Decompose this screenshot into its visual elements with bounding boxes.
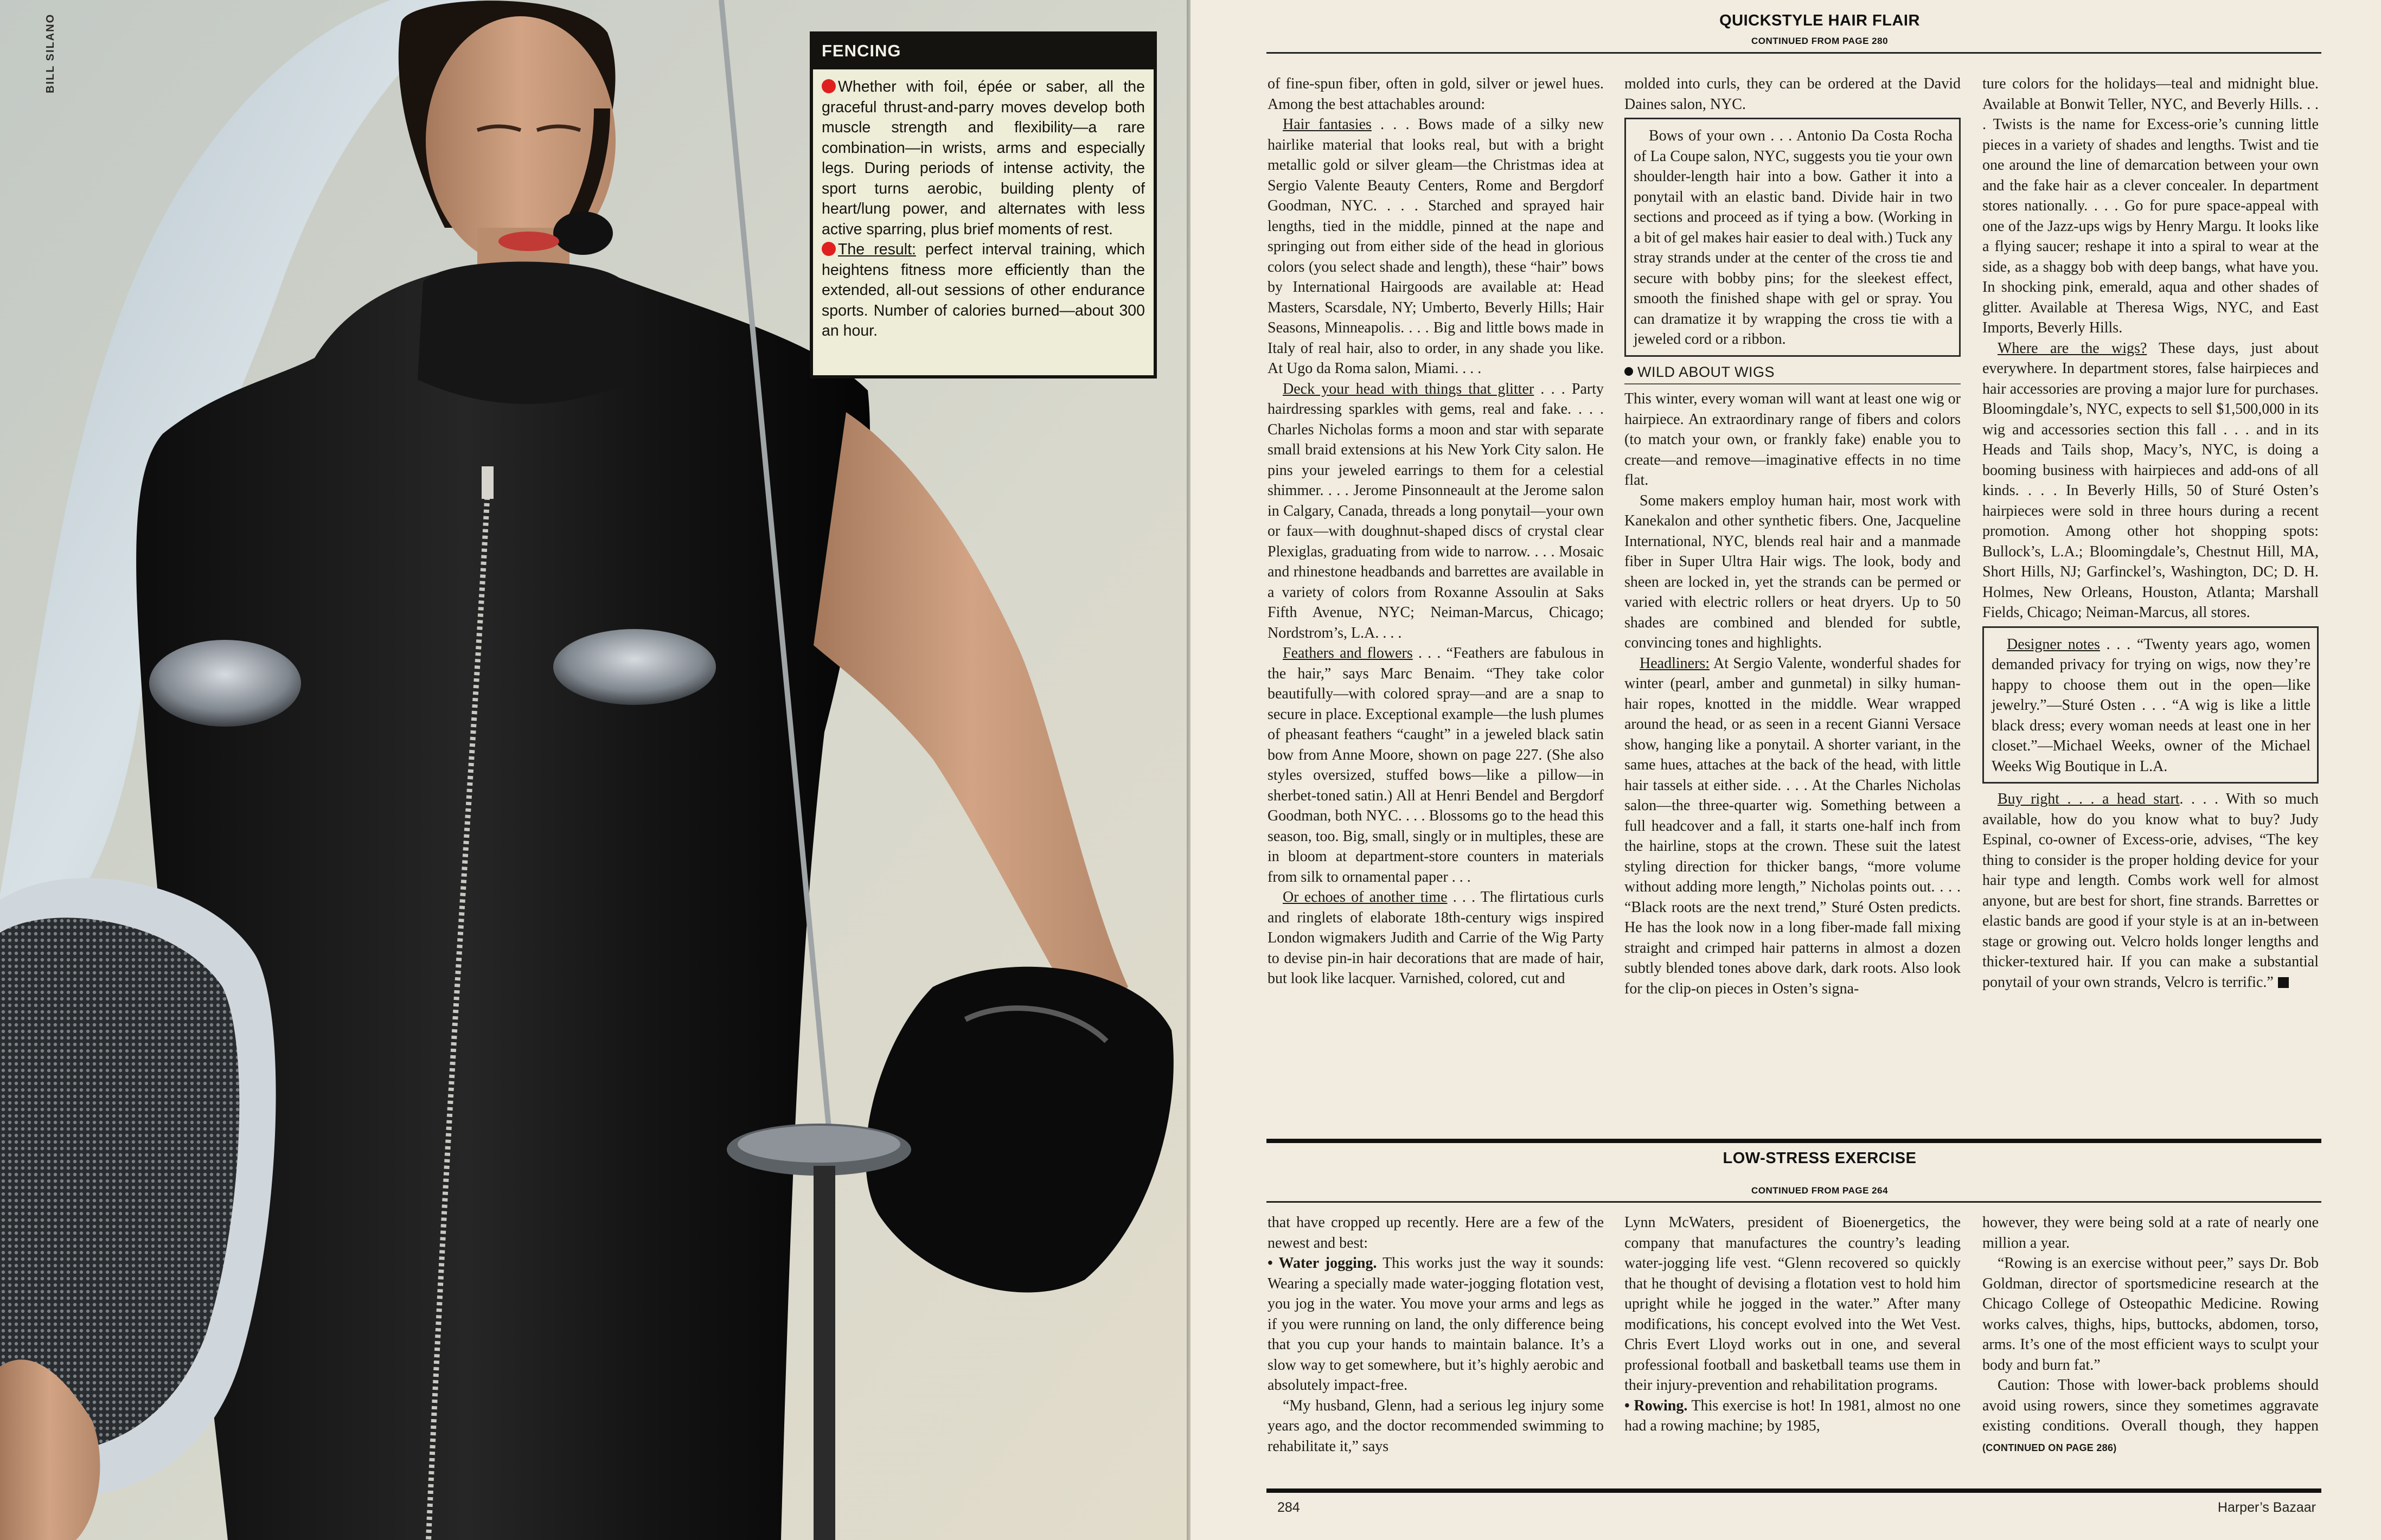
hair-c3-text-2: . . . . With so much available, how do you know what to buy? Judy Espinal, co-owner of Excess-orie, advises, “The key thing to consider is the proper holding device for your hair type and length. Combs work well for almost anyone, but are best for short, fine strands. Barrettes or elastic bands are good if your style is at an in-between stage or growing out. Velcro holds longer lengths and thicker-textured hair. If you can make a substantial ponytail of your own strands, Velcro is terrific.” [1982,791,2319,991]
designer-notes-box [1982,626,2319,784]
fencing-body [813,69,1154,349]
hair-c2-text-3: At Sergio Valente, wonderful shades for winter (pearl, amber and gunmetal) in silky human-hair ropes, knotted in the middle. Wear wrapped around the head, or as seen in a recent Gianni Versace show, hanging like a ponytail. A shorter variant, in the same hues, attaches at the back of the head, with little hair tassels at either side. . . . At the Charles Nicholas salon—the three-quarter wig. Something between a full headcover and a fall, it starts one-half inch from the hairline, stops at the crown. These suit the latest styling direction for thicker bangs, “more volume without adding more length,” Nicholas points out. . . . “Black roots are the next trend,” Sturé Osten predicts. He has the look now in a long fiber-made fall mixing straight and crimped hair patterns in almost a dozen subtly blended tones above dark, dark roots. Also look for the clip-on pieces in Osten’s signa- [1624,655,1961,997]
hair-column-1 [1268,74,1604,989]
fencing-title: FENCING [813,35,1154,69]
hair-c1-text-1: . . . Bows made of a silky new hairlike material that looks real, but with a bright metallic gold or silver gleam—the Christmas idea at Sergio Valente Beauty Centers, Rome and Bergdorf Goodman, NYC. . . . Starched and sprayed hair lengths, tied in the middle, pinned at the nape and springing out from either side of the head in glorious colors (you select shade and length), these “hair” bows by International Hairgoods are available at: Head Masters, Scarsdale, NY; Umberto, Beverly Hills; Hair Seasons, Minneapolis. . . . Big and little bows made in Italy of real hair, also to order, in any shade you like. At Ugo da Roma salon, Miami. . . . [1268,116,1604,377]
bows-inset-box [1624,118,1961,357]
exercise-column-2 [1624,1212,1961,1436]
bows-inset-text: Bows of your own . . . Antonio Da Costa Rocha of La Coupe salon, NYC, suggests you tie your own shoulder-length hair into a bow. Gather it into a ponytail with an elastic band. Divide hair in two sections and proceed as if tying a bow. (Working in a bit of gel makes hair easier to deal with.) Tuck any stray strands under at the center of the cross tie and secure with bobby pins; for the sleekest effect, smooth the finished shape with gel or spray. You can dramatize it by wrapping the cross tie with a jeweled cord or a ribbon. [1634,127,1953,348]
exercise-sub-rule [1266,1201,2321,1203]
hair-top-rule [1266,52,2321,54]
hair-c1-para-2 [1268,379,1604,644]
feathers-lead: Feathers and flowers [1283,645,1413,662]
exercise-c3-para-2 [1982,1375,2319,1458]
exercise-c3-para-1: “Rowing is an exercise without peer,” says Dr. Bob Goldman, director of sportsmedicine research at the Chicago College of Osteopathic Medicine. Rowing works calves, thighs, hips, buttocks, abdomen, torso, arms. It’s one of the most efficient ways to sculpt your body and burn fat.” [1982,1255,2319,1374]
hair-c1-intro: of fine-spun fiber, often in gold, silver or jewel hues. Among the best attachables around: [1268,75,1604,113]
glitter-lead: Deck your head with things that glitter [1283,380,1534,397]
fencing-para-1 [822,77,1145,240]
wigs-subhead [1624,362,1961,385]
fencing-para-2 [822,240,1145,342]
exercise-c2-intro: Lynn McWaters, president of Bioenergetics, the company that manufactures the country’s leading water-jogging life vest. “Glenn recovered so quickly that he thought of devising a flotation vest to hold him upright while he jogged in the water.” After many modifications, his concept evolved into the Wet Vest. Chris Evert Lloyd works out in one, and several professional football and basketball teams use them in their injury-prevention and rehabilitation programs. [1624,1214,1961,1394]
fencing-result-lead: The result: [838,241,916,258]
fencing-sidebar [810,31,1157,378]
hair-c1-text-2: . . . Party hairdressing sparkles with gems, real and fake. . . . Charles Nicholas forms a moon and star with separate small braid extensions at his New York City salon. He pins your jeweled earrings to them for a celestial shimmer. . . . Jerome Pinsonneault at the Jerome salon in Calgary, Canada, threads a long ponytail—your own or faux—with doughnut-shaped discs of crystal clear Plexiglas, graduating from wide to narrow. . . . Mosaic and rhinestone headbands and barrettes are available in a variety of colors from Roxanne Assoulin at Saks Fifth Avenue, NYC; Neiman-Marcus, Chicago; Nordstrom’s, L.A. . . . [1268,380,1604,641]
echoes-lead: Or echoes of another time [1283,889,1448,906]
hair-c1-para-4 [1268,887,1604,989]
headliners-lead: Headliners: [1640,655,1710,672]
page-number: 284 [1277,1500,1300,1515]
wigs-subhead-text: WILD ABOUT WIGS [1637,363,1775,380]
exercise-column-3 [1982,1212,2319,1458]
hair-column-2 [1624,74,1961,999]
hair-section-title: QUICKSTYLE HAIR FLAIR [1719,12,1920,29]
exercise-c3-text-2: Caution: Those with lower-back problems should avoid using rowers, since they sometimes aggravate existing conditions. Overall though, they happen [1982,1377,2319,1434]
rowing-lead: • Rowing. [1624,1397,1688,1414]
exercise-c2-text-1: This exercise is hot! In 1981, almost no one had a rowing machine; by 1985, [1624,1397,1961,1434]
hair-c1-para-1 [1268,114,1604,379]
exercise-continued-from: CONTINUED FROM PAGE 264 [1751,1185,1889,1196]
fencing-text-2: perfect interval training, which heightens fitness more efficiently than the extended, all-out sessions of other endurance sports. Number of calories burned—about 300 an hour. [822,241,1145,339]
exercise-c2-para-1 [1624,1396,1961,1436]
photo-credit: BILL SILANO [44,13,56,93]
fencing-text-1: Whether with foil, épée or saber, all the graceful thrust-and-parry moves develop both muscle strength and flexibility—a rare combination—in wrists, arms and especially legs. During periods of intense activity, the sport turns aerobic, building plenty of heart/lung power, and alternates with less active sparring, plus brief moments of rest. [822,78,1145,238]
end-mark-icon [2278,977,2289,988]
exercise-column-1 [1268,1212,1604,1456]
water-jogging-lead: • Water jogging. [1268,1255,1377,1272]
exercise-c1-text-1: This works just the way it sounds: Wearing a specially made water-jogging flotation vest, you jog in the water. You move your arms and legs as if you were running on land, the only difference being that you cup your hands to maintain balance. It’s a slow way to get somewhere, but it’s highly aerobic and absolutely impact-free. [1268,1255,1604,1394]
exercise-c1-intro: that have cropped up recently. Here are a few of the newest and best: [1268,1214,1604,1252]
designer-notes-text [1992,634,2310,777]
hair-c2-para-1: This winter, every woman will want at least one wig or hairpiece. An extraordinary range of fibers and colors (to match your own, or frankly fake) enable you to create—and remove—imaginative effects in no time flat. [1624,390,1961,489]
hair-continued-from: CONTINUED FROM PAGE 280 [1751,36,1889,46]
red-bullet-icon [822,79,836,93]
hair-c2-para-2: Some makers employ human hair, most work with Kanekalon and other synthetic fibers. One, Jacqueline International, NYC, blends real hair and a manmade fiber in Super Ultra Hair wigs. The look, body and sheen are locked in, yet the strands can be permed or varied with electric rollers or heat dryers. Up to 50 shades are combined and blended for subtle, convincing tones and highlights. [1624,492,1961,651]
hair-c2-para-3 [1624,653,1961,999]
bullet-icon [1624,367,1633,376]
where-wigs-lead: Where are the wigs? [1998,339,2147,357]
hair-c1-para-3 [1268,643,1604,887]
hair-c1-text-4: . . . The flirtatious curls and ringlets of elaborate 18th-century wigs inspired London wigmakers Judith and Carrie of the Wig Party to devise pin-in hair decorations that are made of hair, but look like lacquer. Varnished, colored, cut and [1268,889,1604,987]
footer-rule [1266,1488,2321,1493]
continued-on-note: (CONTINUED ON PAGE 286) [1982,1442,2117,1453]
magazine-name: Harper’s Bazaar [2217,1500,2316,1515]
hair-c3-intro: ture colors for the holidays—teal and midnight blue. Available at Bonwit Teller, NYC, and Beverly Hills. . . . Twists is the name for Excess-orie’s cunning little pieces in a variety of shades and lengths. Twist and tie one around the line of demarcation between your own and the fake hair as a clever concealer. In department stores nationally. . . . Go for pure space-appeal with one of the Jazz-ups wigs by Henry Margu. It looks like a flying saucer; reshape it into a spiral to wear at the side, as a shaggy bob with deep bangs, what have you. In shocking pink, emerald, aqua and other shades of glitter. Available at Theresa Wigs, NYC, and East Imports, Beverly Hills. [1982,75,2319,336]
hair-c3-text-1: These days, just about everywhere. In department stores, false hairpieces and hair accessories are proving a major lure for purchases. Bloomingdale’s, NYC, expects to sell $1,500,000 in its wig and accessories section this fall . . . and in its Heads and Tails shop, Macy’s, NYC, is doing a booming business with hairpieces and add-ons of all kinds. . . . In Beverly Hills, 50 of Sturé Osten’s hairpieces were sold in three hours during a recent promotion. Among other hot shopping spots: Bullock’s, L.A.; Bloomingdale’s, Chestnut Hill, MA, Short Hills, NJ; Garfinckel’s, Washington, DC; D. H. Holmes, New Orleans, Houston, Atlanta; Marshall Fields, Chicago; Neiman-Marcus, all stores. [1982,339,2319,621]
hair-column-3 [1982,74,2319,992]
buy-right-lead: Buy right . . . a head start [1998,791,2180,807]
hair-c3-para-1 [1982,338,2319,623]
left-page-photo [0,0,1190,1540]
exercise-c3-intro: however, they were being sold at a rate of nearly one million a year. [1982,1214,2319,1252]
hair-fantasies-lead: Hair fantasies [1283,116,1372,133]
hair-c1-text-3: . . . “Feathers are fabulous in the hair,” says Marc Benaim. “They take color beautifully—with colored spray—and are a snap to secure in place. Exceptional example—the lush plumes of pheasant feathers “caught” in a jeweled black satin bow from Anne Moore, shown on page 227. (She also styles oversized, stuffed bows—like a pillow—in sherbet-toned satin.) All at Henri Bendel and Bergdorf Goodman, both NYC. . . . Blossoms go to the head this season, too. Big, small, singly or in multiples, these are in bloom at department-store counters in materials from silk to ornamental paper . . . [1268,645,1604,886]
hair-c3-para-2 [1982,789,2319,992]
red-bullet-icon [822,242,836,256]
designer-notes-body: . . . “Twenty years ago, women demanded privacy for trying on wigs, now they’re happy to choose them out in the open—like jewelry.”—Sturé Osten . . . “A wig is like a little black dress; every woman needs at least one in her closet.”—Michael Weeks, owner of the Michael Weeks Wig Boutique in L.A. [1992,636,2310,775]
exercise-c1-para-1 [1268,1253,1604,1396]
exercise-section-title: LOW-STRESS EXERCISE [1723,1150,1917,1167]
hair-c2-intro: molded into curls, they can be ordered at the David Daines salon, NYC. [1624,75,1961,113]
exercise-top-rule [1266,1139,2321,1143]
designer-notes-lead: Designer notes [2007,636,2100,653]
right-page-article [1190,0,2381,1540]
exercise-c1-para-2: “My husband, Glenn, had a serious leg injury some years ago, and the doctor recommended swimming to rehabilitate it,” says [1268,1397,1604,1455]
